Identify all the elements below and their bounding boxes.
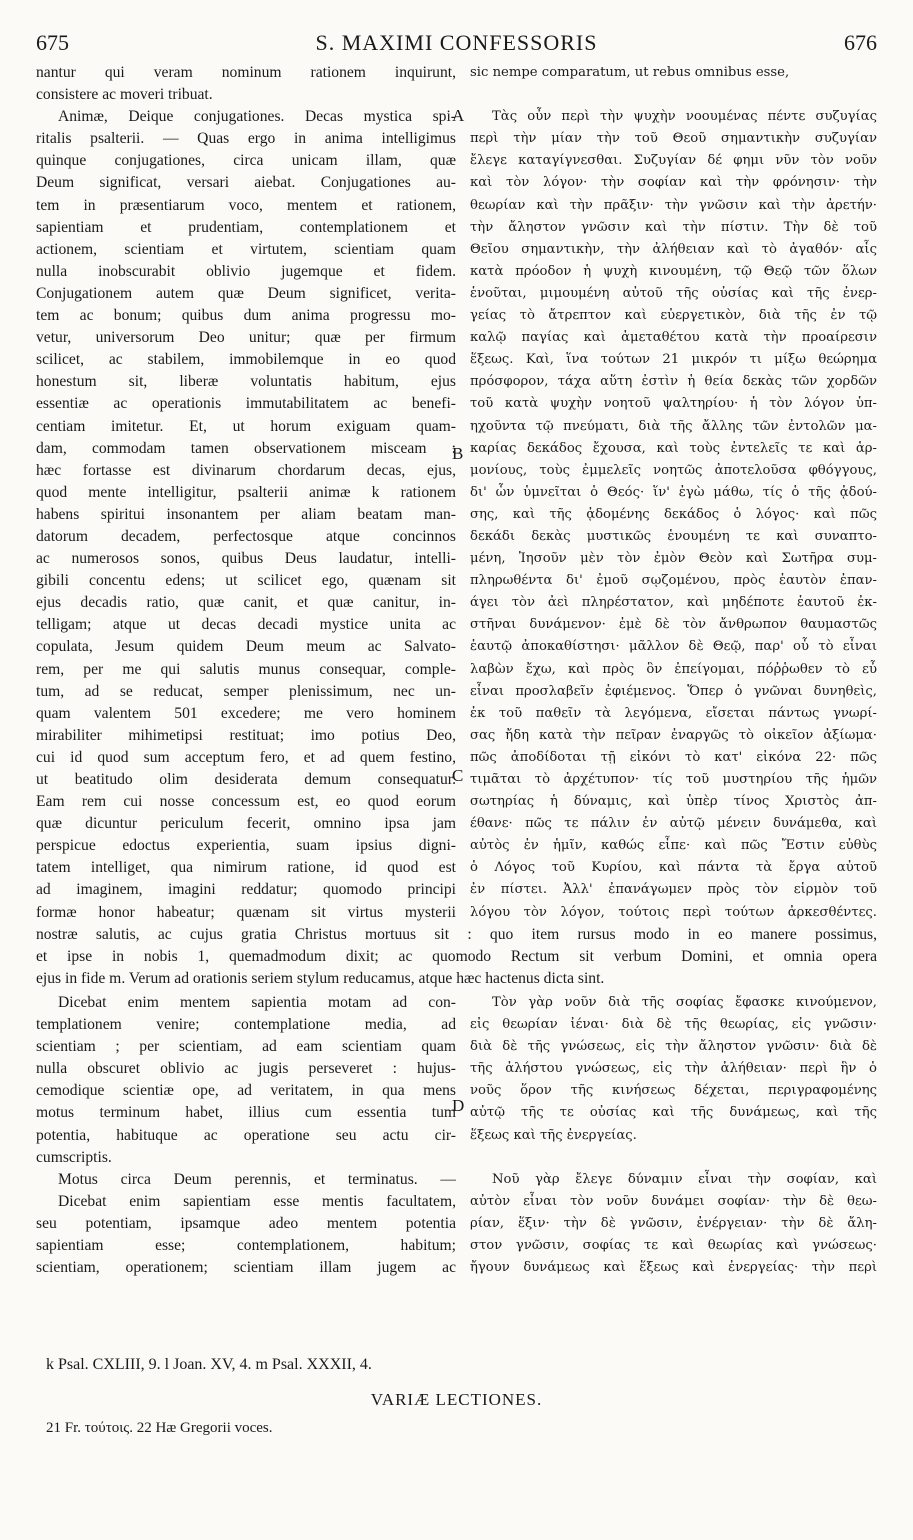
text-line: Dicebat enim sapientiam esse mentis facultatem, [58, 1192, 456, 1210]
text-line: ἐκ τοῦ παθεῖν τὰ λεγόμενα, εἴσεται πάντως γνωρί- [470, 705, 877, 721]
text-line: quinque conjugationes, circa unicam illam, quæ [36, 152, 456, 170]
text-line: mirabiliter mihimetipsi restituat; imo potius Deo, [36, 726, 456, 744]
text-line: cui id quod sum acceptum fero, et ad quem festino, [36, 748, 456, 766]
text-line: ejus decadis ratio, quæ canit, et quæ canitur, in- [36, 594, 456, 612]
text-line: μένη, Ἰησοῦν μὲν τὸν ἐμὸν Θεὸν καὶ Σωτῆρα συμ- [470, 551, 877, 567]
text-line: scientiam, operationem; scientiam illam jugem ac [36, 1259, 456, 1277]
text-line: tatem intelliget, qua nimirum ratione, id quod est [36, 859, 456, 877]
text-line: στῆναι δυνάμενον· ἐμὲ δὲ τὸν ἄνθρωπον θαυμαστῶς [470, 617, 877, 633]
running-header [36, 30, 877, 60]
text-line: tem in præsentiarum voco, mentem et rationem, [36, 196, 456, 214]
page-number-left: 675 [36, 30, 69, 55]
text-line: perspicue edoctus experientia, suam ipsius digni- [36, 837, 456, 855]
text-line: seu potentiam, ipsamque adeo mentem potentia [36, 1214, 456, 1232]
text-line: νοῦς ὅρον τῆς κινήσεως δέχεται, περιγραφομένης [470, 1083, 877, 1099]
text-line: gibili concentu edens; ut scilicet ego, quænam sit [36, 572, 456, 590]
text-line: telligam; atque ut decas decadi mystice unita ac [36, 616, 456, 634]
text-line: καὶ τὸν λόγον· τὴν σοφίαν καὶ τὴν φρόνησιν· τὴν [470, 175, 877, 191]
text-line: templationem venire; contemplatione media, ad [36, 1016, 456, 1034]
text-line: motus terminum habet, illius cum essentia tum [36, 1104, 456, 1122]
text-line: ρίαν, ἕξιν· τὴν δὲ γνῶσιν, ἐνέργειαν· τὴν δὲ ἄλη- [470, 1215, 877, 1231]
text-line: consistere ac moveri tribuat. [36, 86, 213, 104]
text-line: dam, commodam tamen observationem misceam : [36, 439, 456, 457]
text-line: ut beatitudo olim desiderata demum consequatur. [36, 771, 456, 788]
text-line: nulla inobscurabit oblivio jugemque et fidem. [36, 262, 456, 280]
text-line: αὐτὸς ἐν ἡμῖν, καθώς εἶπε· καὶ πῶς Ἔστιν εὐθὺς [470, 838, 877, 854]
text-line [470, 1147, 877, 1169]
margin-marker-c: C [452, 766, 464, 785]
text-line: quæ dicuntur periculum fecerit, omnino ipsa jam [36, 815, 456, 833]
text-line: λόγου τὸν λόγον, τούτοις περὶ τούτων ἀρκεσθέντες. [470, 904, 877, 920]
variae-lectiones-notes: 21 Fr. τούτοις. 22 Hæ Gregorii voces. [46, 1420, 273, 1436]
text-line: περὶ τὴν μίαν τὴν τοῦ Θεοῦ σημαντικὴν συζυγίαν [470, 131, 877, 147]
text-line: ἔλεγε καταγίγνεσθαι. Συζυγίαν δέ φημι νῦν τὸν νοῦν [470, 153, 877, 169]
text-line: nostræ salutis, ac cujus gratia Christus mortuus sit : quo item rursus modo in eo manere possimus, [36, 926, 877, 943]
text-line: τὴν ἄληστον γνῶσιν καὶ τὴν πίστιν. Τὴν δὲ τοῦ [470, 219, 877, 235]
margin-marker-b: B [452, 444, 464, 463]
text-line: πρόσφορον, τάχα αὕτη ἐστὶν ἡ θεία δεκὰς τῶν χορδῶν [470, 374, 877, 390]
text-line: ejus in fide m. Verum ad orationis seriem stylum reducamus, atque hæc hactenus dicta sint. [36, 970, 605, 988]
text-line: nantur qui veram nominum rationem inquirunt, [36, 64, 456, 81]
text-line: sapientiam et prudentiam, contemplationem et [36, 218, 456, 236]
text-line: tem ac bonum; quibus dum anima progressu mo- [36, 307, 456, 325]
text-line: quod mente intelligitur, psalterii animæ k rationem [36, 483, 456, 501]
text-line: τῆς ἀλήστου γνώσεως, εἰς τὴν ἀλήθειαν· περὶ ἣν ὁ [470, 1061, 877, 1077]
text-line: Dicebat enim mentem sapientia motam ad con- [58, 994, 456, 1011]
text-line: ἑαυτῷ ἀποκαθίστησι· μᾶλλον δὲ Θεῷ, παρ' οὗ τὸ εἶναι [470, 639, 877, 655]
text-line: centiam imitetur. Et, ut horum exiguam quam- [36, 417, 456, 435]
text-line: εἶναι προσλαβεῖν ἐφιέμενος. Ὅπερ ὁ γνῶναι δυνηθεὶς, [470, 683, 877, 699]
text-line: τιμᾶται τὸ ἀρχέτυπον· τίς τοῦ μυστηρίου τῆς ἡμῶν [470, 772, 877, 787]
text-line: sic nempe comparatum, ut rebus omnibus esse, [470, 65, 790, 80]
text-line: Θεῖου σημαντικὴν, τὴν ἀλήθειαν καὶ τὸ ἀγαθόν· αἷς [470, 241, 877, 257]
text-line [470, 84, 877, 106]
text-line: ηχοῦντα τῷ πνεύματι, διὰ τῆς ἄλλης τῶν ἐντολῶν μα- [470, 418, 877, 434]
text-line: Motus circa Deum perennis, et terminatus. — [58, 1170, 456, 1188]
text-line: potentia, habituque ac operatione seu actu cir- [36, 1126, 456, 1144]
text-line: scilicet, ac stabilem, immobilemque in eo quod [36, 351, 456, 369]
text-line: σης, καὶ τῆς ᾀδομένης δεκάδος ὁ λόγος· καὶ πῶς [470, 506, 877, 522]
text-line: αὐτὸν εἶναι τὸν νοῦν δυνάμει σοφίαν· τὴν δὲ θεω- [470, 1193, 877, 1209]
text-line: formæ honor habeatur; quænam sit virtus mysterii [36, 903, 456, 921]
text-line: ἑνοῦται, μιμουμένη αὐτοῦ τῆς οὐσίας καὶ τῆς ἐνερ- [470, 285, 877, 301]
text-line: ac numerosos sonos, quibus Deus laudatur, intelli- [36, 550, 456, 568]
text-line: Deum significat, versari aiebat. Conjugationes au- [36, 174, 456, 192]
text-line: πληρωθέντα δι' ἐμοῦ σῳζομένου, πρὸς ἑαυτὸν ἐπαν- [470, 573, 877, 589]
text-line: σωτηρίας ἡ δύναμις, καὶ ὑπὲρ τίνος Χριστὸς ἀπ- [470, 794, 877, 810]
text-line: άγει τὸν ἀεὶ πληρέστατον, καὶ μηδέποτε ἑαυτοῦ ἐκ- [470, 595, 877, 611]
text-line: scientiam ; per scientiam, ad eam scientiam quam [36, 1038, 456, 1056]
text-line: habens spiritui insonantem per aliam beatam man- [36, 505, 456, 523]
text-line: έθανε· πῶς τε πάλιν ἐν αὐτῷ μένειν δυνάμεθα, καὶ [470, 816, 877, 832]
text-line: Τὸν γὰρ νοῦν διὰ τῆς σοφίας ἔφασκε κινούμενον, [492, 995, 877, 1010]
text-line: Animæ, Deique conjugationes. Decas mystica spi- [58, 108, 456, 126]
text-line: Conjugationem autem quæ Deum significet, verita- [36, 284, 456, 302]
text-line: μονίους, τοὺς ἐμμελεῖς νοητῶς ἀποτελοῦσα φθόγγους, [470, 462, 877, 478]
text-line: cumscriptis. [36, 1148, 112, 1166]
margin-marker-d: D [452, 1096, 465, 1115]
greek-column [470, 62, 877, 924]
text-line: καλῷ παγίας καὶ ἀμεταθέτου κατὰ τὴν προαίρεσιν [470, 330, 877, 346]
text-line: σας ἤδη κατὰ τὴν πεῖραν ἐναργῶς τὸ οἰκεῖον ἀξίωμα· [470, 727, 877, 743]
text-line: θεωρίαν καὶ τὴν πρᾶξιν· τὴν γνῶσιν καὶ τὴν ἀρετήν· [470, 197, 877, 213]
text-line: datorum decadem, perfectosque atque concinnos [36, 527, 456, 545]
text-line: αὐτῷ τῆς τε οὐσίας καὶ τῆς δυνάμεως, καὶ τῆς [470, 1105, 877, 1121]
footnotes: k Psal. CXLIII, 9. l Joan. XV, 4. m Psal. XXXII, 4. [46, 1356, 372, 1373]
text-line: ἕξεως. Καὶ, ἵνα τούτων 21 μικρόν τι μίξω θεώρημα [470, 352, 877, 368]
text-line: κατὰ πρόοδον ἡ ψυχὴ κινουμένη, τῷ Θεῷ τῶν ὅλων [470, 263, 877, 279]
text-line: cemodique scientiæ ope, ad veritatem, in qua mens [36, 1082, 456, 1100]
text-line: ὁ Λόγος τοῦ Κυρίου, καὶ πάντα τὰ ἔργα αὐτοῦ [470, 860, 877, 876]
text-line: vetur, universorum Deo unitur; quæ per firmum [36, 329, 456, 347]
text-line: essentiæ ac operationis immutabilitatem ac benefi- [36, 395, 456, 413]
text-line: τοῦ κατὰ ψυχὴν νοητοῦ ψαλτηρίου· ἡ τὸν λόγον ὑπ- [470, 396, 877, 412]
text-line: πῶς ἀποδίδοται τῇ εἰκόνι τὸ κατ' εἰκόνα 22· πῶς [470, 749, 877, 765]
text-line: honestum sit, liberæ voluntatis habitum, ejus [36, 373, 456, 391]
variae-lectiones-title: VARIÆ LECTIONES. [370, 1390, 543, 1409]
text-line: στον γνῶσιν, σοφίας τε καὶ θεωρίας καὶ γνώσεως· [470, 1238, 877, 1254]
latin-column [36, 62, 456, 924]
text-line: copulata, Jesum quidem Deum meum ac Salvato- [36, 638, 456, 656]
text-line: δεκάδι δεκὰς μυστικῶς ἑνουμένη τε καὶ συναπτο- [470, 528, 877, 544]
text-line: actionem, scientiam et virtutem, scientiam quam [36, 240, 456, 258]
text-line: διὰ δὲ τῆς γνώσεως, εἰς τὴν ἄληστον γνῶσιν· διὰ δὲ [470, 1039, 877, 1055]
text-line: λαβὼν ἔχω, καὶ πρὸς ὃν ἐπείγομαι, πόῤῥωθεν τὸ εὖ [470, 661, 877, 677]
text-line: Eam rem cui nosse concessum est, eo quod eorum [36, 793, 456, 811]
text-line: quam valentem 501 excedere; me vero hominem [36, 704, 456, 722]
full-width-text [36, 924, 877, 990]
text-line: γείας τὸ ἄτρεπτον καὶ εὐεργετικὸν, διὰ τῆς ἐν τῷ [470, 308, 877, 324]
text-line: nulla obscuret oblivio ac jugis perseveret : hujus- [36, 1060, 456, 1078]
text-line: hæc fortasse est divinarum chordarum decas, ejus, [36, 461, 456, 479]
text-line: δι' ὧν ὑμνεῖται ὁ Θεός· ἵν' ἐγὼ μάθω, τίς ὁ τῆς ᾀδού- [470, 484, 877, 500]
running-title: S. MAXIMI CONFESSORIS [315, 30, 598, 55]
text-line: καρίας δεκάδος ἔχουσα, καὶ τοὺς ἐντελεῖς τε καὶ ἁρ- [470, 440, 877, 456]
text-line: sapientiam esse; contemplationem, habitum; [36, 1237, 456, 1255]
greek-column-continued [470, 992, 877, 1279]
text-line: ἤγουν δυνάμεως καὶ ἕξεως καὶ ἐνεργείας· τὴν περὶ [470, 1260, 877, 1276]
text-line: rem, per me qui salutis munus consequar, comple- [36, 660, 456, 678]
text-line: ad imaginem, imagini reddatur; quomodo principi [36, 881, 456, 899]
text-line: ἐν πίστει. Ἀλλ' ἐπανάγωμεν πρὸς τὸν εἱρμὸν τοῦ [470, 882, 877, 898]
text-line: Τὰς οὖν περὶ τὴν ψυχὴν νοουμένας πέντε συζυγίας [492, 109, 877, 125]
text-line: εἰς θεωρίαν ἰέναι· διὰ δὲ τῆς θεωρίας, εἰς γνῶσιν· [470, 1017, 877, 1033]
text-line: ἕξεως καὶ τῆς ἐνεργείας. [470, 1127, 637, 1143]
text-line: ritalis psalterii. — Quas ergo in anima intelligimus [36, 130, 456, 148]
latin-column-continued [36, 992, 456, 1279]
text-line: tum, ad se reducat, semper plenissimum, nec un- [36, 682, 456, 700]
margin-marker-a: A [452, 106, 465, 125]
text-line: Νοῦ γὰρ ἔλεγε δύναμιν εἶναι τὴν σοφίαν, καὶ [492, 1171, 877, 1187]
text-line: et ipse in nobis 1, quemadmodum dixit; ac quomodo Rectum sit verbum Domini, et omnia opera [36, 948, 877, 966]
page-number-right: 676 [844, 30, 877, 55]
